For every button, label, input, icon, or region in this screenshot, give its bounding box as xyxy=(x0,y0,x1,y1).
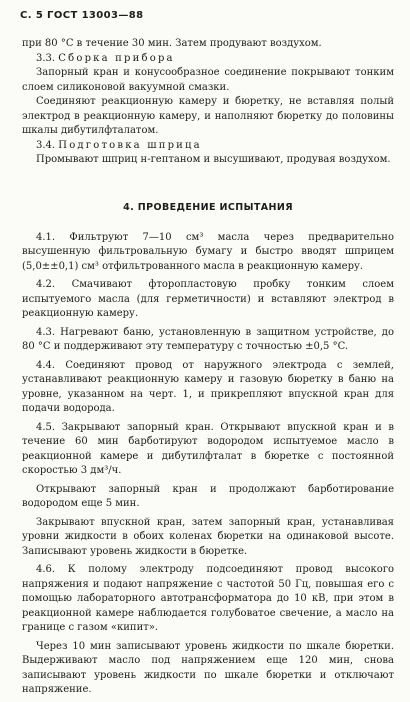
paragraph-syringe: Промывают шприц н-гептаном и высушивают, продувая воздухом. xyxy=(36,154,391,165)
subsection-3-3-number: 3.3. xyxy=(36,52,56,64)
paragraph-4-5-continued: Открывают запорный кран и продолжают барботирование водородом еще 5 мин. xyxy=(22,483,394,509)
page-content xyxy=(22,37,394,702)
subsection-3-3-title: Сборка прибора xyxy=(58,52,175,64)
paragraph-4-4: 4.4. Соединяют провод от наружного электрода с землей, устанавливают реакционную камеру и газовую бюретку в баню на уровне, указанном на черт. 1, и прикрепляют впускной кран для подачи водорода. xyxy=(22,359,394,414)
section-4-heading: 4. ПРОВЕДЕНИЕ ИСПЫТАНИЯ xyxy=(123,201,293,213)
paragraph-lubrication: Запорный кран и конусообразное соединение покрывают тонким слоем силиконовой вакуумной смазки. xyxy=(22,67,394,93)
paragraph-4-1: 4.1. Фильтруют 7—10 см³ масла через предварительно высушенную фильтровальную бумагу и быстро вводят шприцем (5,0±±0,1) см³ отфильтрованного масла в реакционную камеру. xyxy=(22,231,394,272)
paragraph-4-5: 4.5. Закрывают запорный кран. Открывают впускной кран и в течение 60 мин барботируют водородом испытуемое масло в реакционной камере и дибутилфталат в бюретке с постоянной скоростью 3 дм³/ч. xyxy=(22,421,394,476)
subsection-3-4-number: 3.4. xyxy=(36,139,56,151)
paragraph-assembly: Соединяют реакционную камеру и бюретку, не вставляя полый электрод в реакционную камеру, и наполняют бюретку до половины шкалы дибутилфталатом. xyxy=(22,96,394,136)
subsection-3-4-title: Подготовка шприца xyxy=(58,139,202,151)
subsection-3-4-heading xyxy=(22,139,394,154)
paragraph-4-5-closing: Закрывают впускной кран, затем запорный кран, устанавливая уровни жидкости в обоих коленах бюретки на одинаковой высоте. Записывают уровень жидкости в бюретке. xyxy=(22,516,394,557)
paragraph-4-6-continued: Через 10 мин записывают уровень жидкости по шкале бюретки. Выдерживают масло под напряжением еще 120 мин, снова записывают уровень жидкости по шкале бюретки и отключают напряжение. xyxy=(22,640,394,695)
page-header: С. 5 ГОСТ 13003—88 xyxy=(20,10,144,21)
subsection-3-3-heading xyxy=(22,52,394,67)
continued-paragraph: при 80 °C в течение 30 мин. Затем продувают воздухом. xyxy=(22,38,322,49)
paragraph-4-6: 4.6. К полому электроду подсоединяют провод высокого напряжения и подают напряжение с частотой 50 Гц, повышая его с помощью лабораторного автотрансформатора до 10 кВ, при этом в реакционной камере наблюдается голубоватое свечение, а масло на границе с газом «кипит». xyxy=(22,564,394,633)
paragraph-4-3: 4.3. Нагревают баню, установленную в защитном устройстве, до 80 °C и поддерживают эту температуру с точностью ±0,5 °C. xyxy=(22,326,394,352)
paragraph-4-2: 4.2. Смачивают фторопластовую пробку тонким слоем испытуемого масла (для герметичности) и вставляют электрод в реакционную камеру. xyxy=(22,279,394,319)
